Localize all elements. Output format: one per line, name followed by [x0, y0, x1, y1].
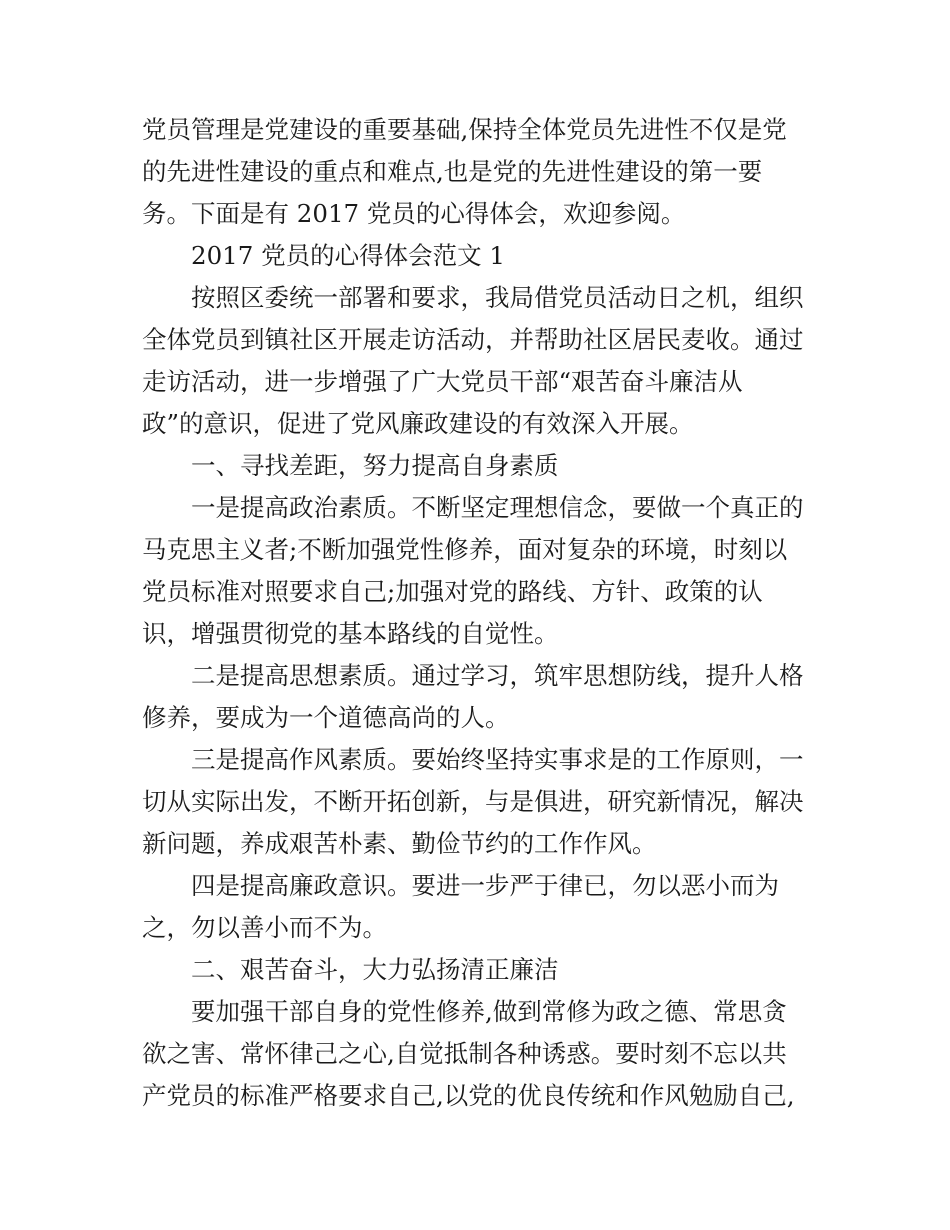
text-line: 党员标准对照要求自己;加强对党的路线、方针、政策的认 [142, 577, 763, 606]
text-line: 四是提高廉政意识。要进一步严于律已，勿以恶小而为 [191, 871, 779, 900]
section-heading: 二、艰苦奋斗，大力弘扬清正廉洁 [191, 955, 559, 984]
section-title: 2017 党员的心得体会范文 1 [191, 241, 506, 270]
text-line: 务。下面是有 2017 党员的心得体会，欢迎参阅。 [142, 199, 686, 228]
text-line: 政”的意识，促进了党风廉政建设的有效深入开展。 [142, 409, 694, 438]
text-line: 之，勿以善小而不为。 [142, 913, 387, 942]
text-line: 二是提高思想素质。通过学习，筑牢思想防线，提升人格 [191, 661, 804, 690]
section-heading: 一、寻找差距，努力提高自身素质 [191, 451, 559, 480]
text-line: 修养，要成为一个道德高尚的人。 [142, 703, 510, 732]
text-line: 三是提高作风素质。要始终坚持实事求是的工作原则，一 [191, 745, 804, 774]
text-line: 新问题，养成艰苦朴素、勤俭节约的工作作风。 [142, 829, 657, 858]
text-line: 走访活动，进一步增强了广大党员干部“艰苦奋斗廉洁从 [142, 367, 743, 396]
text-line: 马克思主义者;不断加强党性修养，面对复杂的环境，时刻以 [142, 535, 788, 564]
text-line: 党员管理是党建设的重要基础,保持全体党员先进性不仅是党 [142, 115, 787, 144]
text-line: 全体党员到镇社区开展走访活动，并帮助社区居民麦收。通过 [142, 325, 804, 354]
text-line: 要加强干部自身的党性修养,做到常修为政之德、常思贪 [191, 997, 787, 1026]
document-body [142, 109, 818, 1117]
text-line: 欲之害、常怀律己之心,自觉抵制各种诱惑。要时刻不忘以共 [142, 1039, 787, 1068]
text-line: 切从实际出发，不断开拓创新，与是俱进，研究新情况，解决 [142, 787, 804, 816]
text-line: 一是提高政治素质。不断坚定理想信念，要做一个真正的 [191, 493, 804, 522]
text-line: 按照区委统一部署和要求，我局借党员活动日之机，组织 [191, 283, 804, 312]
text-line: 识，增强贯彻党的基本路线的自觉性。 [142, 619, 559, 648]
text-line: 的先进性建设的重点和难点,也是党的先进性建设的第一要 [142, 157, 763, 186]
text-line: 产党员的标准严格要求自己,以党的优良传统和作风勉励自己, [142, 1081, 795, 1110]
